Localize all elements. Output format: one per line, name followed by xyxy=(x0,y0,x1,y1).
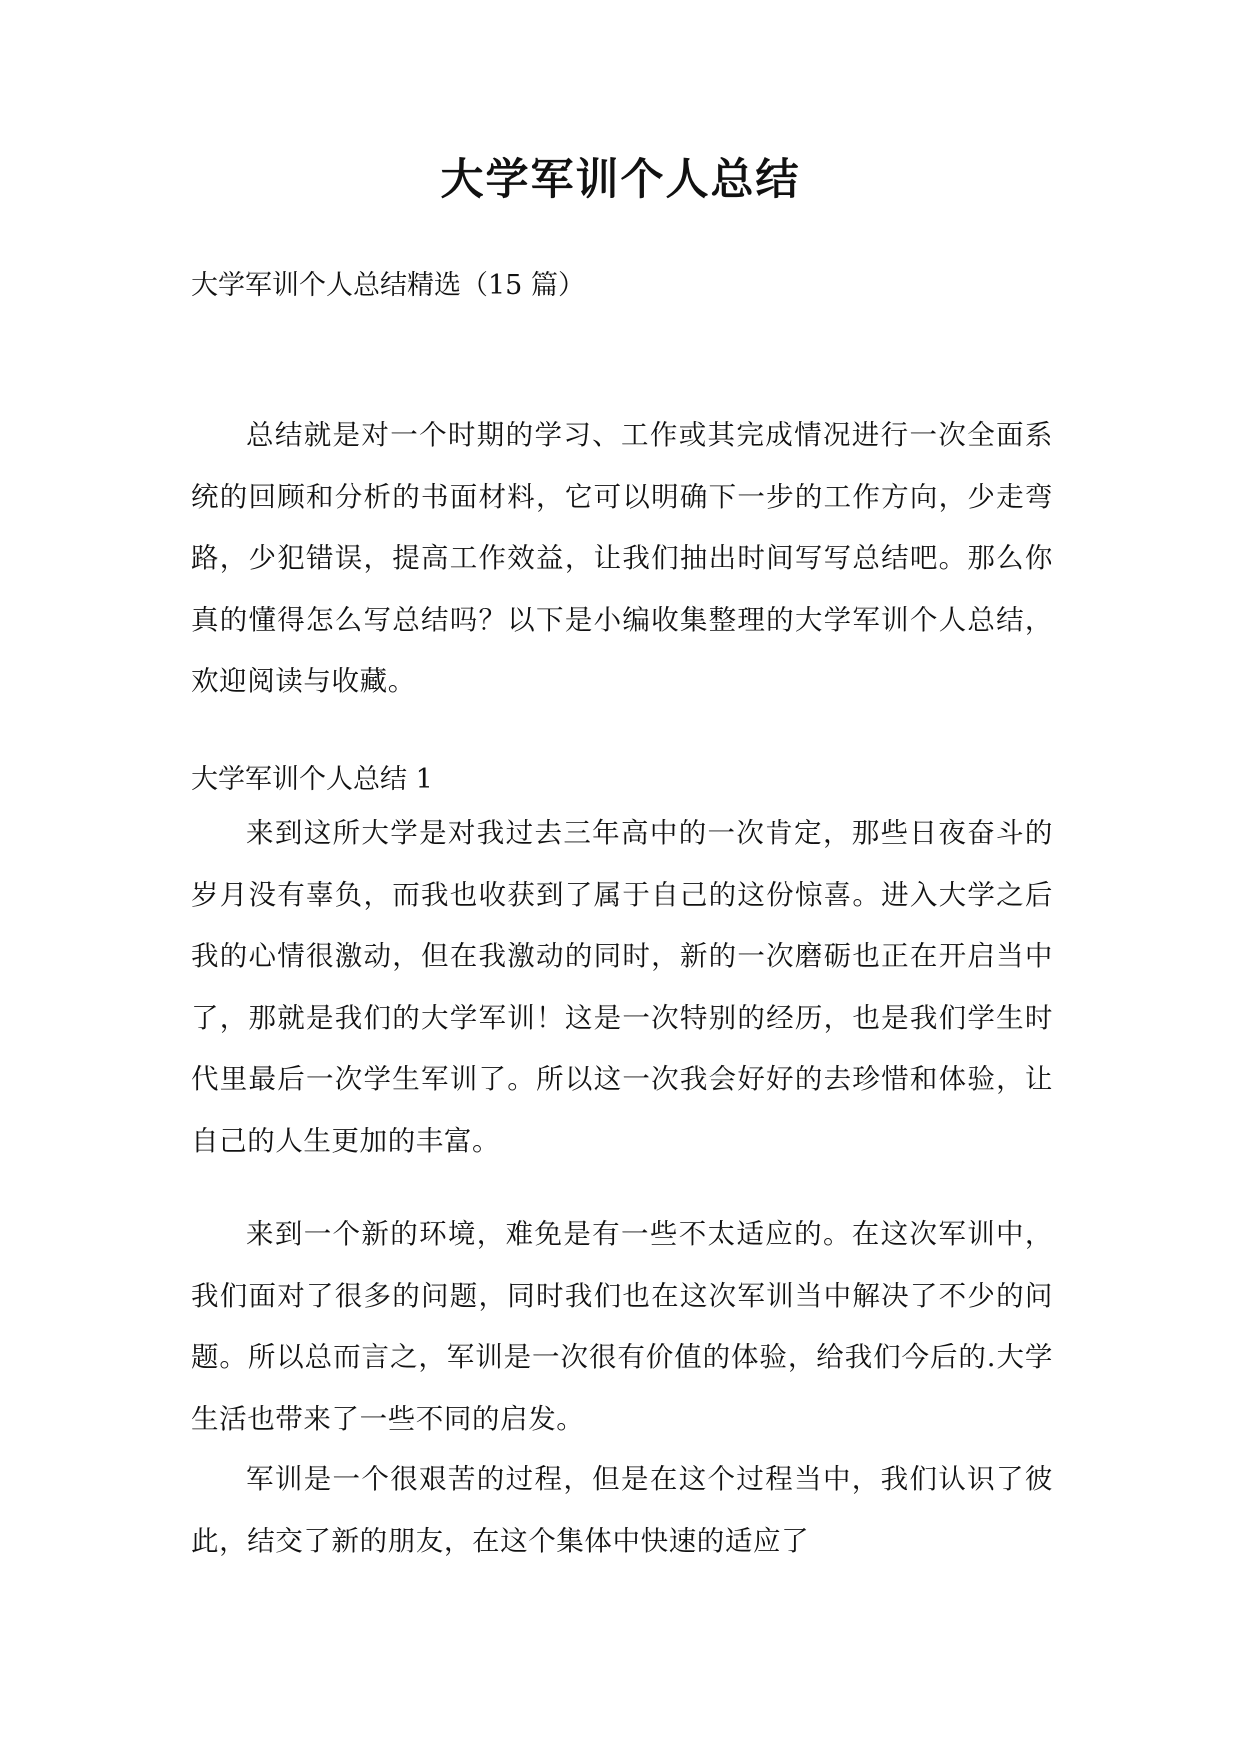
body-paragraph: 来到一个新的环境，难免是有一些不太适应的。在这次军训中，我们面对了很多的问题，同时我们也在这次军训当中解决了不少的问题。所以总而言之，军训是一次很有价值的体验，给我们今后的.大学生活也带来了一些不同的启发。 xyxy=(191,1218,1053,1435)
section-heading: 大学军训个人总结 1 xyxy=(191,764,433,795)
intro-paragraph: 总结就是对一个时期的学习、工作或其完成情况进行一次全面系统的回顾和分析的书面材料，它可以明确下一步的工作方向，少走弯路，少犯错误，提高工作效益，让我们抽出时间写写总结吧。那么你真的懂得怎么写总结吗？以下是小编收集整理的大学军训个人总结，欢迎阅读与收藏。 xyxy=(191,419,1053,697)
document-subtitle: 大学军训个人总结精选（15 篇） xyxy=(191,270,585,301)
body-paragraph: 来到这所大学是对我过去三年高中的一次肯定，那些日夜奋斗的岁月没有辜负，而我也收获到了属于自己的这份惊喜。进入大学之后我的心情很激动，但在我激动的同时，新的一次磨砺也正在开启当中了，那就是我们的大学军训！这是一次特别的经历，也是我们学生时代里最后一次学生军训了。所以这一次我会好好的去珍惜和体验，让自己的人生更加的丰富。 xyxy=(191,817,1053,1157)
page-title: 大学军训个人总结 xyxy=(440,155,801,205)
body-paragraph: 军训是一个很艰苦的过程，但是在这个过程当中，我们认识了彼此，结交了新的朋友，在这个集体中快速的适应了 xyxy=(191,1463,1053,1557)
